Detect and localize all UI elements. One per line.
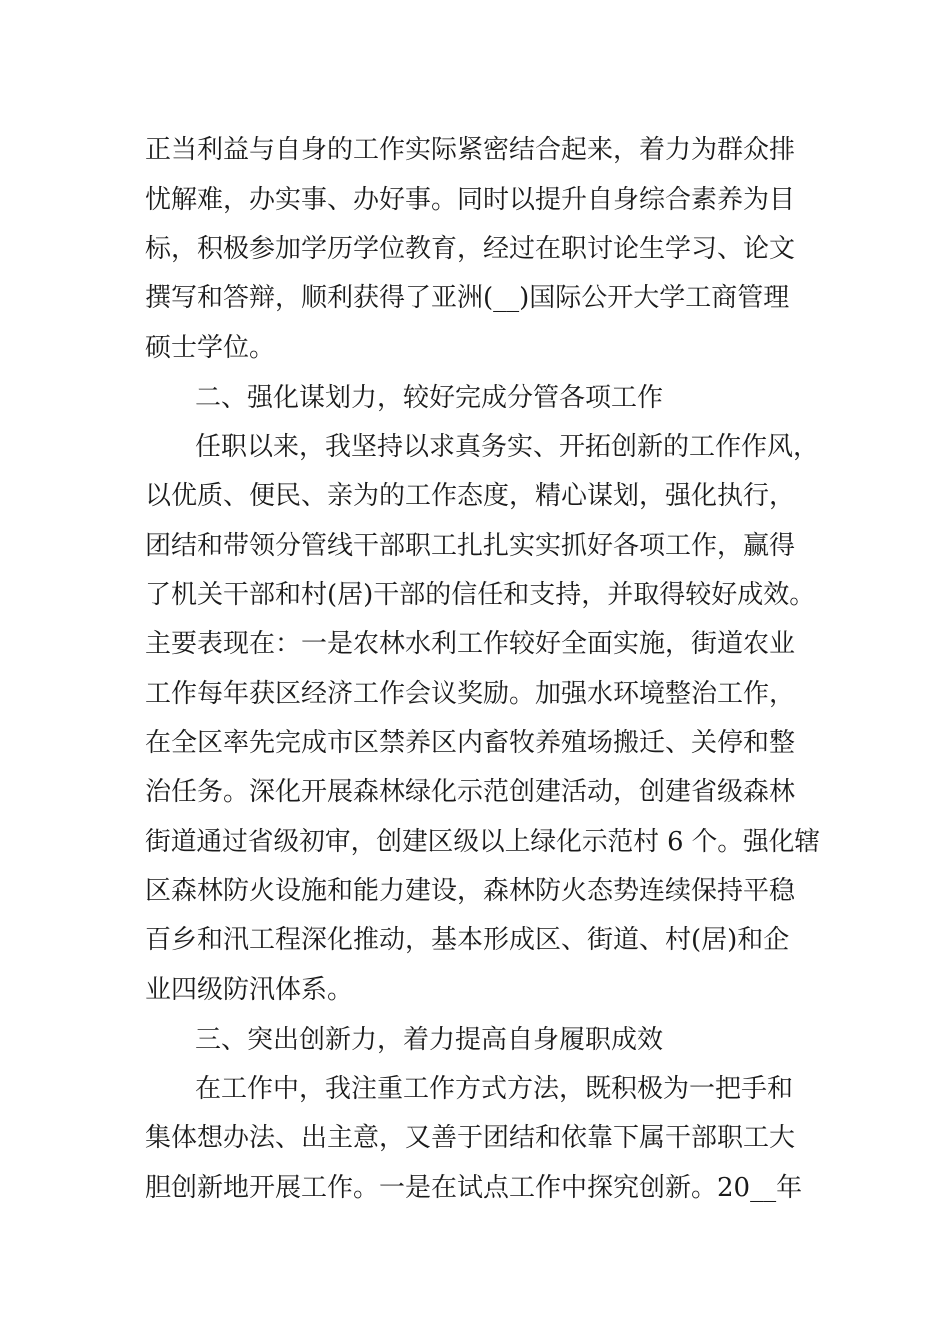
text-line: 硕士学位。 — [145, 333, 276, 363]
text-line: 胆创新地开展工作。一是在试点工作中探究创新。20__年 — [145, 1173, 803, 1203]
text-line: 区森林防火设施和能力建设，森林防火态势连续保持平稳 — [145, 876, 796, 906]
paragraph-start-line: 任职以来，我坚持以求真务实、开拓创新的工作作风， — [195, 432, 820, 462]
paragraph-start-line: 在工作中，我注重工作方式方法，既积极为一把手和 — [195, 1074, 794, 1104]
text-line: 工作每年获区经济工作会议奖励。加强水环境整治工作， — [145, 679, 796, 709]
text-line: 在全区率先完成市区禁养区内畜牧养殖场搬迁、关停和整 — [145, 728, 796, 758]
section-heading: 三、突出创新力，着力提高自身履职成效 — [195, 1025, 664, 1055]
text-line: 治任务。深化开展森林绿化示范创建活动，创建省级森林 — [145, 777, 796, 807]
text-line: 主要表现在：一是农林水利工作较好全面实施，街道农业 — [145, 629, 796, 659]
text-line: 了机关干部和村(居)干部的信任和支持，并取得较好成效。 — [145, 580, 816, 610]
text-line: 百乡和汛工程深化推动，基本形成区、街道、村(居)和企 — [145, 925, 790, 955]
text-line: 正当利益与自身的工作实际紧密结合起来，着力为群众排 — [145, 135, 796, 165]
text-line: 街道通过省级初审，创建区级以上绿化示范村 6 个。强化辖 — [145, 827, 821, 857]
text-line: 团结和带领分管线干部职工扎扎实实抓好各项工作，赢得 — [145, 531, 796, 561]
text-line: 忧解难，办实事、办好事。同时以提升自身综合素养为目 — [145, 185, 796, 215]
section-heading: 二、强化谋划力，较好完成分管各项工作 — [195, 383, 664, 413]
text-line: 业四级防汛体系。 — [145, 975, 354, 1005]
text-line: 以优质、便民、亲为的工作态度，精心谋划，强化执行， — [145, 481, 796, 511]
text-line: 标，积极参加学历学位教育，经过在职讨论生学习、论文 — [145, 234, 796, 264]
text-line: 撰写和答辩，顺利获得了亚洲(__)国际公开大学工商管理 — [145, 283, 790, 313]
text-line: 集体想办法、出主意，又善于团结和依靠下属干部职工大 — [145, 1123, 796, 1153]
